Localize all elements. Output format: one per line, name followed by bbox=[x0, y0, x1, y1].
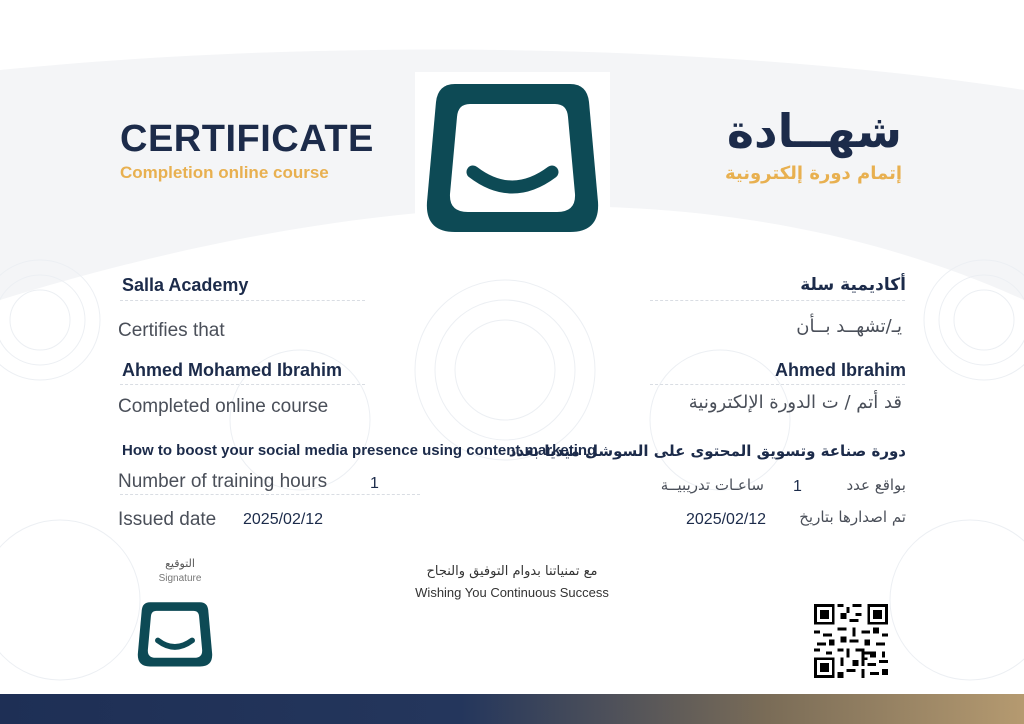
divider bbox=[120, 494, 420, 495]
wishes-ar: مع تمنياتنا بدوام التوفيق والنجاح bbox=[426, 564, 598, 579]
completed-label-en: Completed online course bbox=[118, 396, 329, 417]
hours-label-en: Number of training hours bbox=[118, 471, 328, 492]
divider bbox=[120, 384, 365, 385]
hours-value-en: 1 bbox=[370, 475, 379, 492]
course-title-en: How to boost your social media presence using content marketing bbox=[122, 442, 597, 459]
hours-value-ar: 1 bbox=[793, 478, 802, 495]
wishes-en: Wishing You Continuous Success bbox=[415, 585, 609, 600]
issuer-name-en: Salla Academy bbox=[122, 275, 249, 295]
salla-logo-icon bbox=[415, 72, 610, 247]
certifies-label-ar: يـ/تشهــد بــأن bbox=[796, 316, 902, 337]
divider bbox=[650, 300, 905, 301]
completed-label-ar: قد أتم / ت الدورة الإلكترونية bbox=[688, 392, 902, 413]
qr-code-icon bbox=[814, 604, 888, 678]
divider bbox=[120, 300, 365, 301]
issued-label-ar: تم اصدارها بتاريخ bbox=[799, 508, 906, 526]
certifies-label-en: Certifies that bbox=[118, 320, 225, 341]
recipient-name-ar: Ahmed Ibrahim bbox=[774, 360, 906, 380]
signature-label-en: Signature bbox=[158, 573, 202, 584]
signature-logo-icon bbox=[130, 597, 220, 673]
signature-label-ar: التوقيع bbox=[165, 557, 195, 570]
hours-prefix-ar: بواقع عدد bbox=[846, 476, 906, 494]
certificate-subtitle-ar: إتمام دورة إلكترونية bbox=[724, 163, 902, 184]
divider bbox=[650, 384, 905, 385]
recipient-name-en: Ahmed Mohamed Ibrahim bbox=[122, 360, 343, 380]
issued-label-en: Issued date bbox=[118, 509, 217, 530]
certificate-title-ar: شهــادة bbox=[726, 104, 902, 158]
footer-band bbox=[0, 694, 1024, 724]
certificate-title-en: CERTIFICATE bbox=[120, 118, 374, 160]
issued-date-en: 2025/02/12 bbox=[243, 511, 324, 528]
course-title-ar: دورة صناعة وتسويق المحتوى على السوشل ميديا بعدد bbox=[508, 442, 906, 460]
certificate-subtitle-en: Completion online course bbox=[120, 163, 329, 182]
issued-date-ar: 2025/02/12 bbox=[686, 511, 767, 528]
issuer-name-ar: أكاديمية سلة bbox=[800, 275, 906, 295]
hours-suffix-ar: ساعـات تدريبيــة bbox=[660, 476, 764, 494]
